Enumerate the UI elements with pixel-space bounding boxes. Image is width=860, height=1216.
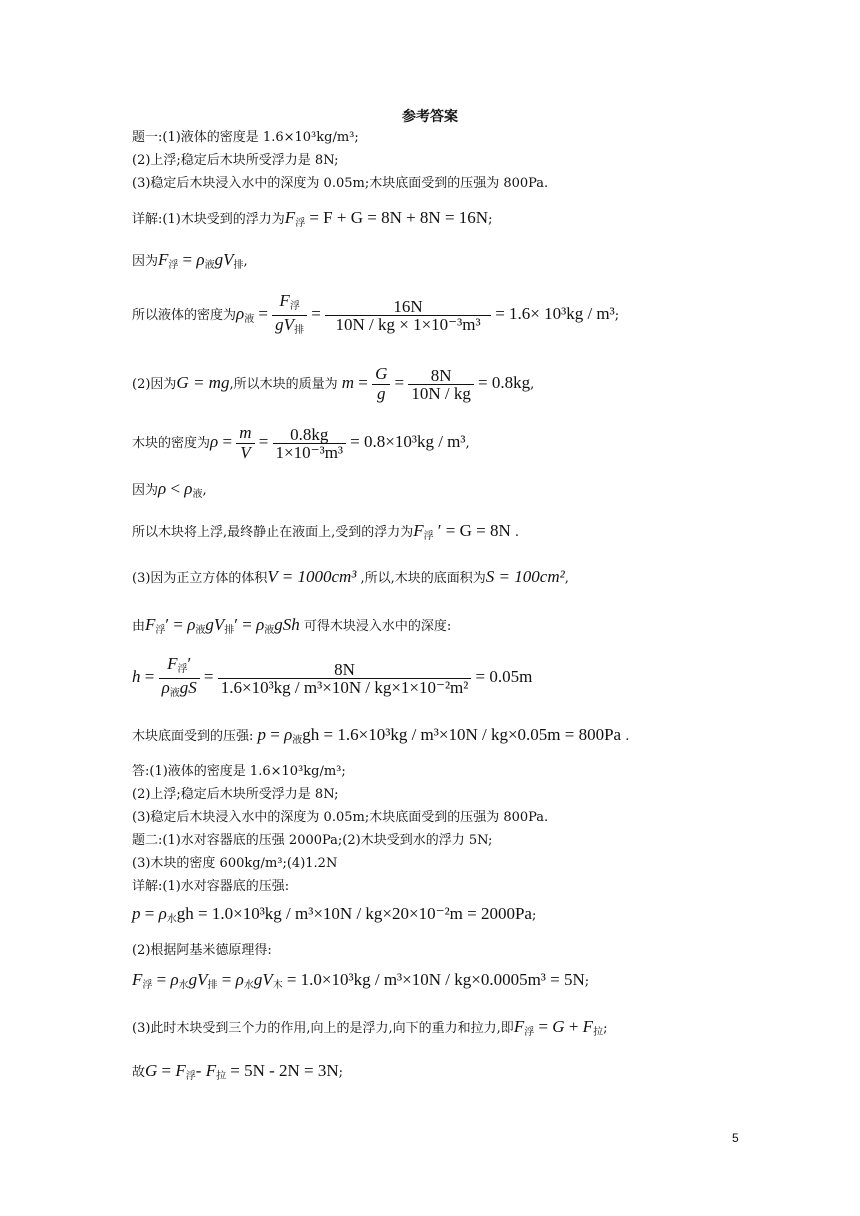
fraction: $\frac{16N}{\text{10N / kg × 1×10⁻³m³}}$ — [325, 298, 491, 333]
q1-step-4: (2)因为G = mg,所以木块的质量为 m = $\frac{G}{g}$ = $\frac{8N}{10N / kg}$ = 0.8kg, — [132, 364, 535, 403]
q1-step-7: 所以木块将上浮,最终静止在液面上,受到的浮力为$F_浮$ ′ = G = 8N . — [132, 521, 520, 542]
fraction: $\frac{F_浮}{gV_排}$ — [272, 292, 307, 339]
q2-answer-2: (3)木块的密度 600kg/m³;(4)1.2N — [132, 856, 338, 871]
fraction: $\frac{8N}{\text{1.6×10³kg / m³×10N / kg×1×10⁻²m²}}$ — [218, 661, 472, 696]
page-title: 参考答案 — [402, 109, 458, 125]
q1-reply-3: (3)稳定后木块浸入水中的深度为 0.05m;木块底面受到的压强为 800Pa. — [132, 810, 549, 825]
q1-step-2: 因为$F_浮 = \rho_液gV_排$, — [132, 250, 248, 271]
q2-step-1-label: 详解:(1)水对容器底的压强: — [132, 879, 290, 894]
q1-step-8: (3)因为正立方体的体积V = 1000cm³ ,所以,木块的底面积为S = 100cm², — [132, 567, 569, 586]
q1-reply-2: (2)上浮;稳定后木块所受浮力是 8N; — [132, 787, 339, 802]
q1-answer-3: (3)稳定后木块浸入水中的深度为 0.05m;木块底面受到的压强为 800Pa. — [132, 176, 549, 191]
page-number: 5 — [732, 1131, 739, 1145]
fraction: $\frac{m}{V}$ — [236, 424, 254, 463]
q2-answer-1: 题二:(1)水对容器底的压强 2000Pa;(2)木块受到水的浮力 5N; — [132, 833, 493, 848]
q2-step-2: (2)根据阿基米德原理得: — [132, 943, 272, 958]
q1-step-3: 所以液体的密度为$\rho_液$ = $\frac{F_浮}{gV_排}$ = $\frac{16N}{\text{10N / kg × 1×10⁻³m³}}$ = 1.6× 10³kg / m³; — [132, 292, 619, 339]
q1-reply-1: 答:(1)液体的密度是 1.6×10³kg/m³; — [132, 764, 346, 779]
q1-answer-1: 题一:(1)液体的密度是 1.6×10³kg/m³; — [132, 130, 359, 145]
q2-step-1: $p = \rho_水gh = 1.0\times 10^3kg / m^3\times 10N / kg\times 20\times 10^{-2}m = 2000Pa$; — [132, 904, 537, 925]
q1-step-11: 木块底面受到的压强: $p = \rho_液gh = 1.6\times 10^3kg / m^3\times 10N / kg\times 0.05m = 800Pa$ . — [132, 725, 630, 746]
q2-step-4: (3)此时木块受到三个力的作用,向上的是浮力,向下的重力和拉力,即$F_浮 = G + F_拉$; — [132, 1017, 608, 1038]
q1-step-9: 由$F_浮' = \rho_液gV_排' = \rho_液gSh$ 可得木块浸入水中的深度: — [132, 615, 452, 636]
q1-step-1: 详解:(1)木块受到的浮力为$F_浮 = F + G = 8N + 8N = 16N$; — [132, 208, 493, 229]
fraction: $\frac{G}{g}$ — [372, 365, 390, 404]
q1-step-5: 木块的密度为ρ = $\frac{m}{V}$ = $\frac{0.8kg}{\text{1×10⁻³m³}}$ = 0.8×10³kg / m³, — [132, 423, 470, 462]
q1-step-10: h = $\frac{F_浮'}{\rho_液gS}$ = $\frac{8N}{\text{1.6×10³kg / m³×10N / kg×1×10⁻²m²}}$ = 0.05m — [132, 655, 532, 702]
q2-step-5: 故$G = F_浮-$ $F_拉 = 5N - 2N = 3N$; — [132, 1061, 344, 1082]
q1-step-6: 因为$\rho < \rho_液$, — [132, 479, 207, 500]
fraction: $\frac{F_浮'}{\rho_液gS}$ — [159, 655, 200, 702]
fraction: $\frac{8N}{10N / kg}$ — [408, 367, 474, 402]
q1-answer-2: (2)上浮;稳定后木块所受浮力是 8N; — [132, 153, 339, 168]
fraction: $\frac{0.8kg}{\text{1×10⁻³m³}}$ — [273, 426, 346, 461]
q2-step-3: $F_浮 = \rho_水gV_排 = \rho_水gV_木 = 1.0\times 10^3kg / m^3\times 10N / kg\times 0.0005m^3 = 5N$; — [132, 970, 590, 991]
